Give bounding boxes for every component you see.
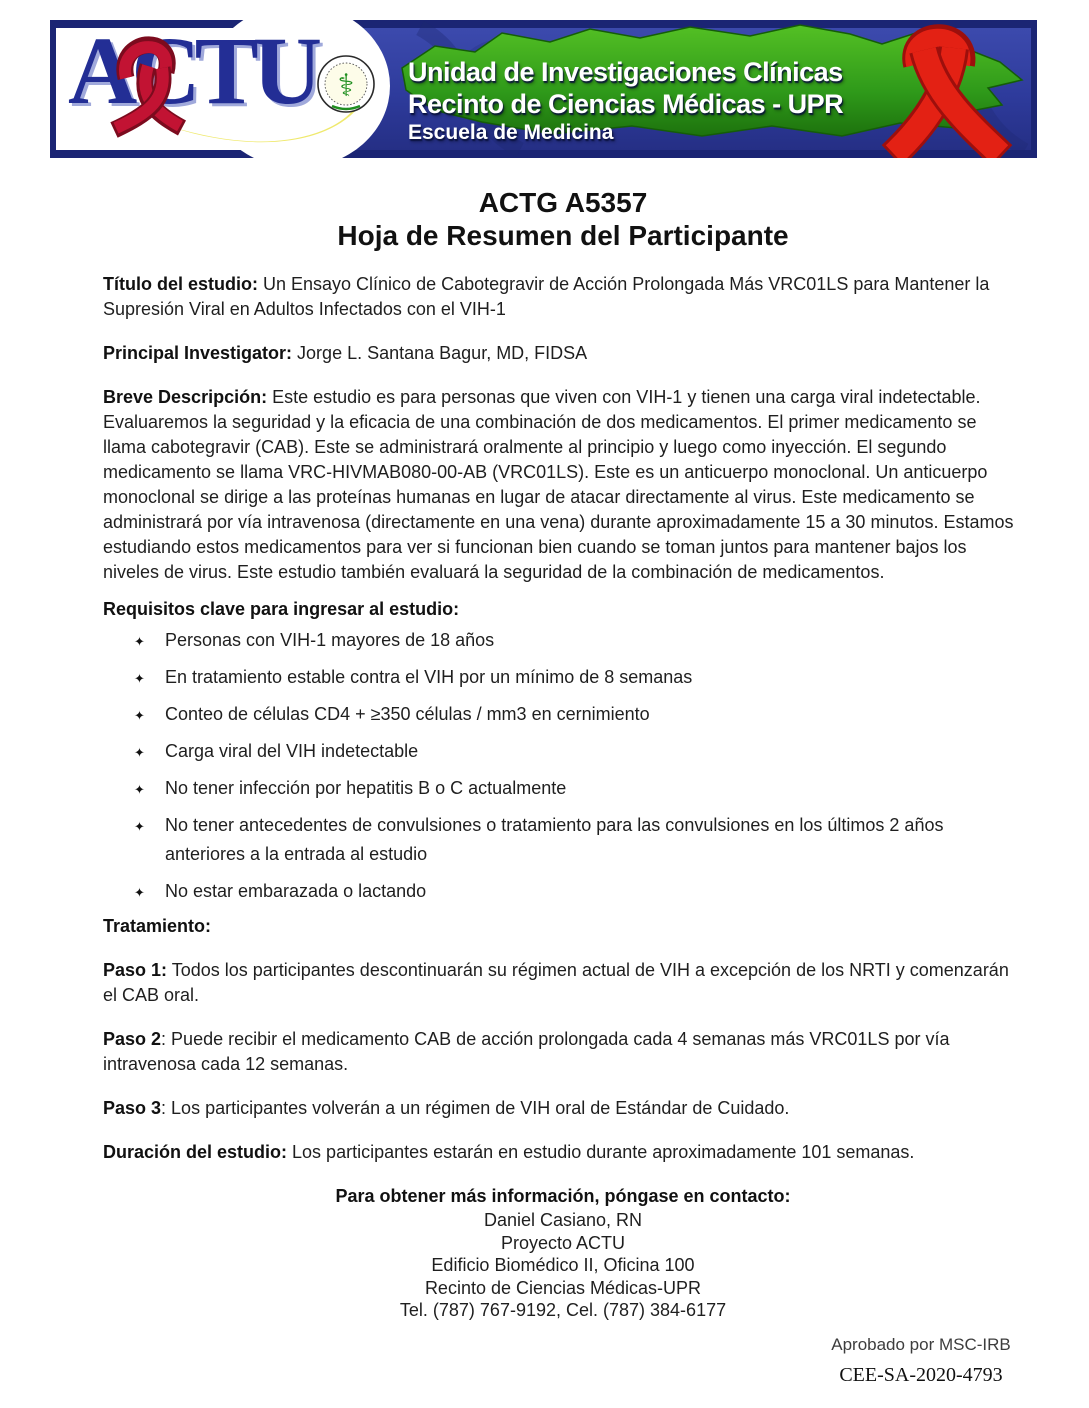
principal-investigator-text: Jorge L. Santana Bagur, MD, FIDSA bbox=[292, 343, 588, 363]
requirement-item: ✦ En tratamiento estable contra el VIH por un mínimo de 8 semanas bbox=[103, 663, 1023, 692]
bullet-icon: ✦ bbox=[134, 782, 145, 797]
bullet-icon: ✦ bbox=[134, 745, 145, 760]
irb-approval-text: Aprobado por MSC-IRB bbox=[831, 1335, 1011, 1354]
study-title-text: Un Ensayo Clínico de Cabotegravir de Acción Prolongada Más VRC01LS para Mantener la Supresión Viral en Adultos Infectados con el VIH-1 bbox=[103, 274, 990, 319]
requirement-item: ✦ No tener antecedentes de convulsiones o tratamiento para las convulsiones en los últimos 2 años anteriores a la entrada al estudio bbox=[103, 811, 1023, 869]
contact-block bbox=[103, 1184, 1023, 1322]
duration-label: Duración del estudio: bbox=[103, 1142, 288, 1162]
treatment-step-2 bbox=[103, 1027, 1023, 1077]
treatment-heading: Tratamiento: bbox=[103, 916, 212, 936]
irb-approval-number: CEE-SA-2020-4793 bbox=[839, 1364, 1003, 1386]
caduceus-icon: ⚕ bbox=[337, 68, 355, 104]
bullet-icon: ✦ bbox=[134, 819, 145, 834]
description-label: Breve Descripción: bbox=[103, 387, 268, 407]
header-banner bbox=[50, 17, 1037, 158]
contact-person: Daniel Casiano, RN bbox=[483, 1210, 643, 1230]
duration-paragraph bbox=[103, 1140, 1023, 1165]
org-line-school: Escuela de Medicina bbox=[408, 121, 614, 144]
requirement-item: ✦ Carga viral del VIH indetectable bbox=[103, 737, 1023, 766]
bullet-icon: ✦ bbox=[134, 634, 145, 649]
description-text: Este estudio es para personas que viven con VIH-1 y tienen una carga viral indetectable. Evaluaremos la seguridad y la eficacia de una combinación de dos medicamentos. El primer medicamento se llama cabotegravir (CAB). Este se administrará oralmente al principio y luego como inyección. El segundo medicamento se llama VRC-HIVMAB080-00-AB (VRC01LS). Este es un anticuerpo monoclonal. Un anticuerpo monoclonal se dirige a las proteínas humanas en lugar de atacar directamente al virus. Este medicamento se administrará por vía intravenosa (directamente en una vena) durante aproximadamente 15 a 30 minutos. Estamos estudiando estos medicamentos para ver si funcionan bien cuando se toman juntos para mantener bajos los niveles de virus. Este estudio también evaluará la seguridad de la combinación de medicamentos. bbox=[103, 387, 1014, 582]
treatment-step-1 bbox=[103, 958, 1023, 1008]
principal-investigator-label: Principal Investigator: bbox=[103, 343, 293, 363]
requirements-heading: Requisitos clave para ingresar al estudio: bbox=[103, 599, 460, 619]
contact-project: Proyecto ACTU bbox=[500, 1232, 626, 1253]
contact-address-line2: Recinto de Ciencias Médicas-UPR bbox=[424, 1277, 702, 1298]
requirement-item: ✦ Personas con VIH-1 mayores de 18 años bbox=[103, 626, 1023, 655]
description-paragraph bbox=[103, 385, 1023, 585]
contact-address-line1: Edificio Biomédico II, Oficina 100 bbox=[431, 1255, 695, 1275]
requirement-item: ✦ No estar embarazada o lactando bbox=[103, 877, 1023, 906]
school-of-medicine-seal bbox=[318, 56, 374, 112]
contact-heading: Para obtener más información, póngase en contacto: bbox=[335, 1186, 791, 1206]
org-name-block bbox=[408, 56, 843, 145]
step-3-label: Paso 3 bbox=[103, 1098, 162, 1118]
bullet-icon: ✦ bbox=[134, 671, 145, 686]
study-title-label: Título del estudio: bbox=[103, 274, 258, 294]
step-1-label: Paso 1: bbox=[103, 960, 168, 980]
step-3-text: : Los participantes volverán a un régimen de VIH oral de Estándar de Cuidado. bbox=[161, 1098, 790, 1118]
document-content bbox=[103, 186, 1023, 1322]
org-line-unit: Unidad de Investigaciones Clínicas bbox=[408, 57, 843, 87]
requirements-list bbox=[103, 626, 1023, 906]
study-title-paragraph bbox=[103, 272, 1023, 322]
duration-text: Los participantes estarán en estudio durante aproximadamente 101 semanas. bbox=[287, 1142, 915, 1162]
step-2-label: Paso 2 bbox=[103, 1029, 162, 1049]
step-1-text: Todos los participantes descontinuarán su régimen actual de VIH a excepción de los NRTI y comenzarán el CAB oral. bbox=[103, 960, 1009, 1005]
page-title-subtitle: Hoja de Resumen del Participante bbox=[337, 220, 789, 251]
bullet-icon: ✦ bbox=[134, 708, 145, 723]
org-line-campus: Recinto de Ciencias Médicas - UPR bbox=[408, 89, 844, 119]
actu-logo: ACTU bbox=[68, 17, 317, 124]
requirement-item: ✦ No tener infección por hepatitis B o C actualmente bbox=[103, 774, 1023, 803]
contact-phones: Tel. (787) 767-9192, Cel. (787) 384-6177 bbox=[399, 1300, 727, 1320]
requirement-item: ✦ Conteo de células CD4 + ≥350 células / mm3 en cernimiento bbox=[103, 700, 1023, 729]
step-2-text: : Puede recibir el medicamento CAB de acción prolongada cada 4 semanas más VRC01LS por vía intravenosa cada 12 semanas. bbox=[103, 1029, 950, 1074]
principal-investigator-paragraph bbox=[103, 341, 1023, 366]
page-title bbox=[103, 186, 1023, 252]
treatment-step-3 bbox=[103, 1096, 1023, 1121]
irb-approval-block bbox=[811, 1334, 1031, 1387]
bullet-icon: ✦ bbox=[134, 885, 145, 900]
page-title-study-code: ACTG A5357 bbox=[478, 187, 648, 218]
